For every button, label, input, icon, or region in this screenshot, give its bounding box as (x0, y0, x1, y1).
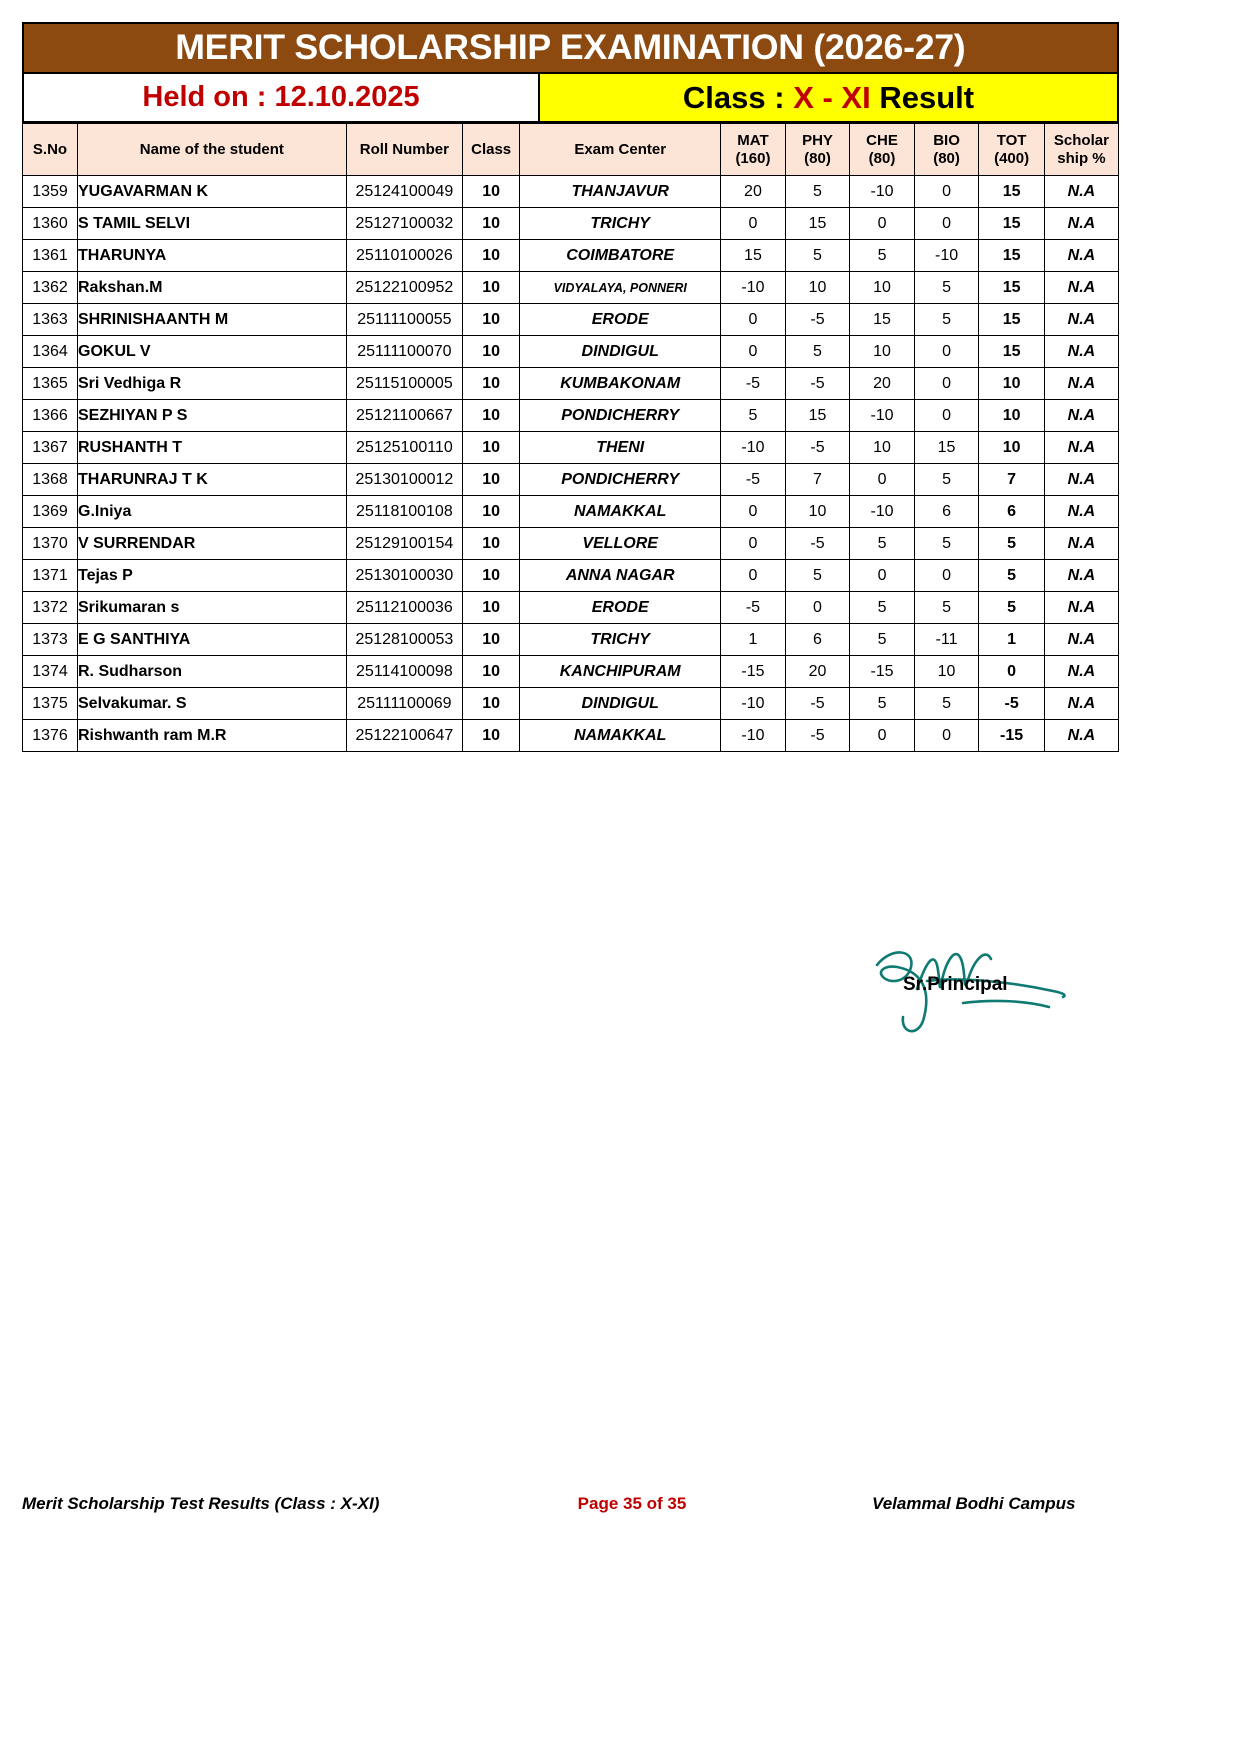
cell-roll-number: 25125100110 (346, 432, 462, 464)
col-header-center (520, 124, 721, 176)
cell-bio-score: 5 (914, 304, 979, 336)
cell-bio-score: 5 (914, 592, 979, 624)
col-header-bio-max: (80) (933, 149, 960, 167)
table-row (23, 208, 1119, 240)
cell-exam-center: KUMBAKONAM (520, 368, 721, 400)
cell-roll-number: 25111100069 (346, 688, 462, 720)
col-header-phy-label: PHY (802, 131, 833, 149)
cell-class: 10 (463, 400, 520, 432)
cell-scholarship-percent: N.A (1044, 176, 1118, 208)
cell-total-score: 5 (979, 560, 1045, 592)
cell-student-name: THARUNRAJ T K (78, 464, 347, 496)
cell-che-score: 20 (850, 368, 915, 400)
col-header-scholarship (1044, 124, 1118, 176)
signature-label: Sr.Principal (903, 974, 1008, 995)
cell-che-score: 0 (850, 208, 915, 240)
cell-mat-score: -10 (721, 688, 786, 720)
cell-phy-score: 5 (785, 336, 850, 368)
cell-mat-score: 15 (721, 240, 786, 272)
cell-sno: 1375 (23, 688, 78, 720)
cell-mat-score: -15 (721, 656, 786, 688)
class-suffix: Result (870, 79, 975, 115)
table-row (23, 464, 1119, 496)
cell-mat-score: 5 (721, 400, 786, 432)
cell-phy-score: 7 (785, 464, 850, 496)
col-header-name-label: Name of the student (139, 140, 284, 158)
cell-total-score: 15 (979, 336, 1045, 368)
cell-class: 10 (463, 432, 520, 464)
cell-bio-score: 0 (914, 176, 979, 208)
cell-sno: 1360 (23, 208, 78, 240)
cell-total-score: 15 (979, 240, 1045, 272)
cell-scholarship-percent: N.A (1044, 208, 1118, 240)
cell-sno: 1368 (23, 464, 78, 496)
table-row (23, 240, 1119, 272)
class-result-text (683, 80, 974, 116)
cell-student-name: Rishwanth ram M.R (78, 720, 347, 752)
cell-exam-center: ERODE (520, 304, 721, 336)
cell-phy-score: 0 (785, 592, 850, 624)
cell-scholarship-percent: N.A (1044, 720, 1118, 752)
col-header-bio-label: BIO (933, 131, 960, 149)
cell-roll-number: 25124100049 (346, 176, 462, 208)
table-row (23, 304, 1119, 336)
cell-class: 10 (463, 560, 520, 592)
cell-class: 10 (463, 176, 520, 208)
col-header-roll-label: Roll Number (359, 140, 449, 158)
cell-roll-number: 25128100053 (346, 624, 462, 656)
cell-scholarship-percent: N.A (1044, 496, 1118, 528)
col-header-mat-label: MAT (737, 131, 769, 149)
cell-exam-center: DINDIGUL (520, 688, 721, 720)
cell-phy-score: -5 (785, 304, 850, 336)
cell-student-name: G.Iniya (78, 496, 347, 528)
cell-phy-score: 20 (785, 656, 850, 688)
cell-student-name: GOKUL V (78, 336, 347, 368)
page-footer (22, 1494, 1241, 1514)
table-row (23, 432, 1119, 464)
cell-che-score: 0 (850, 464, 915, 496)
cell-class: 10 (463, 688, 520, 720)
table-row (23, 400, 1119, 432)
cell-sno: 1362 (23, 272, 78, 304)
cell-student-name: Sri Vedhiga R (78, 368, 347, 400)
cell-phy-score: -5 (785, 720, 850, 752)
col-header-phy (785, 124, 850, 176)
cell-student-name: Rakshan.M (78, 272, 347, 304)
held-on-text: Held on : 12.10.2025 (142, 81, 420, 113)
cell-total-score: 15 (979, 304, 1045, 336)
cell-mat-score: 0 (721, 496, 786, 528)
cell-bio-score: 5 (914, 528, 979, 560)
col-header-class-label: Class (471, 140, 512, 158)
table-row (23, 272, 1119, 304)
cell-exam-center: TRICHY (520, 208, 721, 240)
cell-che-score: 5 (850, 624, 915, 656)
cell-sno: 1359 (23, 176, 78, 208)
cell-mat-score: -10 (721, 272, 786, 304)
cell-bio-score: -10 (914, 240, 979, 272)
results-table (22, 123, 1119, 752)
cell-phy-score: -5 (785, 432, 850, 464)
class-highlight: X - XI (793, 79, 871, 115)
cell-class: 10 (463, 656, 520, 688)
cell-scholarship-percent: N.A (1044, 432, 1118, 464)
cell-scholarship-percent: N.A (1044, 464, 1118, 496)
table-row (23, 176, 1119, 208)
cell-sno: 1369 (23, 496, 78, 528)
cell-sno: 1372 (23, 592, 78, 624)
cell-roll-number: 25111100055 (346, 304, 462, 336)
cell-che-score: 5 (850, 240, 915, 272)
cell-mat-score: 0 (721, 528, 786, 560)
cell-bio-score: 0 (914, 400, 979, 432)
cell-mat-score: -5 (721, 464, 786, 496)
cell-sno: 1373 (23, 624, 78, 656)
col-header-center-label: Exam Center (574, 140, 667, 158)
cell-student-name: Tejas P (78, 560, 347, 592)
cell-roll-number: 25111100070 (346, 336, 462, 368)
cell-roll-number: 25121100667 (346, 400, 462, 432)
cell-roll-number: 25130100012 (346, 464, 462, 496)
cell-mat-score: 0 (721, 304, 786, 336)
table-row (23, 336, 1119, 368)
result-sheet (22, 22, 1119, 995)
cell-mat-score: 1 (721, 624, 786, 656)
footer-campus-name: Velammal Bodhi Campus (872, 1494, 1076, 1513)
cell-roll-number: 25122100647 (346, 720, 462, 752)
cell-phy-score: 15 (785, 208, 850, 240)
col-header-scholarship-sub: ship % (1057, 149, 1106, 167)
cell-scholarship-percent: N.A (1044, 656, 1118, 688)
cell-total-score: -15 (979, 720, 1045, 752)
page-title: MERIT SCHOLARSHIP EXAMINATION (2026-27) (175, 28, 966, 67)
cell-scholarship-percent: N.A (1044, 688, 1118, 720)
cell-exam-center: PONDICHERRY (520, 464, 721, 496)
cell-bio-score: -11 (914, 624, 979, 656)
table-row (23, 720, 1119, 752)
col-header-che-max: (80) (868, 149, 896, 167)
cell-che-score: 10 (850, 272, 915, 304)
cell-total-score: 10 (979, 368, 1045, 400)
cell-sno: 1376 (23, 720, 78, 752)
cell-mat-score: -5 (721, 368, 786, 400)
subheader-bar (22, 74, 1119, 123)
col-header-tot-label: TOT (996, 131, 1027, 149)
cell-exam-center: DINDIGUL (520, 336, 721, 368)
cell-exam-center: THANJAVUR (520, 176, 721, 208)
table-row (23, 560, 1119, 592)
table-row (23, 496, 1119, 528)
cell-class: 10 (463, 464, 520, 496)
cell-bio-score: 0 (914, 560, 979, 592)
cell-sno: 1364 (23, 336, 78, 368)
cell-phy-score: 10 (785, 272, 850, 304)
cell-total-score: 10 (979, 432, 1045, 464)
class-result-cell (540, 74, 1117, 121)
cell-mat-score: 20 (721, 176, 786, 208)
cell-sno: 1370 (23, 528, 78, 560)
table-row (23, 688, 1119, 720)
exam-title-banner (22, 22, 1119, 74)
col-header-tot (979, 124, 1045, 176)
cell-sno: 1371 (23, 560, 78, 592)
footer-page-number: Page 35 of 35 (577, 1494, 687, 1513)
cell-phy-score: 5 (785, 240, 850, 272)
cell-scholarship-percent: N.A (1044, 368, 1118, 400)
cell-bio-score: 6 (914, 496, 979, 528)
cell-mat-score: 0 (721, 336, 786, 368)
cell-sno: 1361 (23, 240, 78, 272)
col-header-scholarship-label: Scholar (1053, 131, 1109, 149)
cell-exam-center: COIMBATORE (520, 240, 721, 272)
class-prefix: Class : (682, 79, 794, 115)
col-header-tot-max: (400) (994, 149, 1030, 167)
col-header-sno (23, 124, 78, 176)
cell-exam-center: ANNA NAGAR (520, 560, 721, 592)
cell-che-score: 5 (850, 528, 915, 560)
cell-student-name: Selvakumar. S (78, 688, 347, 720)
cell-scholarship-percent: N.A (1044, 592, 1118, 624)
cell-che-score: 5 (850, 688, 915, 720)
cell-bio-score: 5 (914, 688, 979, 720)
cell-scholarship-percent: N.A (1044, 336, 1118, 368)
cell-total-score: 0 (979, 656, 1045, 688)
cell-student-name: SHRINISHAANTH M (78, 304, 347, 336)
cell-bio-score: 5 (914, 272, 979, 304)
cell-bio-score: 5 (914, 464, 979, 496)
table-header-row (23, 124, 1119, 176)
cell-roll-number: 25114100098 (346, 656, 462, 688)
table-row (23, 624, 1119, 656)
cell-roll-number: 25127100032 (346, 208, 462, 240)
cell-roll-number: 25110100026 (346, 240, 462, 272)
cell-phy-score: 6 (785, 624, 850, 656)
cell-total-score: 15 (979, 272, 1045, 304)
table-row (23, 528, 1119, 560)
cell-roll-number: 25129100154 (346, 528, 462, 560)
cell-scholarship-percent: N.A (1044, 304, 1118, 336)
cell-phy-score: 10 (785, 496, 850, 528)
cell-student-name: Srikumaran s (78, 592, 347, 624)
cell-bio-score: 0 (914, 336, 979, 368)
cell-bio-score: 0 (914, 368, 979, 400)
cell-class: 10 (463, 272, 520, 304)
cell-phy-score: 5 (785, 176, 850, 208)
cell-phy-score: 5 (785, 560, 850, 592)
footer-left-text: Merit Scholarship Test Results (Class : X-XI) (22, 1494, 380, 1513)
cell-class: 10 (463, 528, 520, 560)
cell-class: 10 (463, 368, 520, 400)
cell-student-name: V SURRENDAR (78, 528, 347, 560)
cell-scholarship-percent: N.A (1044, 560, 1118, 592)
col-header-phy-max: (80) (804, 149, 831, 167)
cell-student-name: R. Sudharson (78, 656, 347, 688)
cell-che-score: -10 (850, 496, 915, 528)
cell-class: 10 (463, 624, 520, 656)
cell-class: 10 (463, 496, 520, 528)
cell-roll-number: 25118100108 (346, 496, 462, 528)
cell-mat-score: -10 (721, 720, 786, 752)
cell-scholarship-percent: N.A (1044, 624, 1118, 656)
cell-exam-center: KANCHIPURAM (520, 656, 721, 688)
col-header-che (850, 124, 915, 176)
cell-mat-score: 0 (721, 208, 786, 240)
cell-bio-score: 15 (914, 432, 979, 464)
cell-che-score: 10 (850, 336, 915, 368)
cell-phy-score: -5 (785, 528, 850, 560)
cell-che-score: 0 (850, 560, 915, 592)
cell-class: 10 (463, 720, 520, 752)
cell-sno: 1367 (23, 432, 78, 464)
cell-mat-score: 0 (721, 560, 786, 592)
cell-phy-score: -5 (785, 688, 850, 720)
cell-student-name: THARUNYA (78, 240, 347, 272)
col-header-sno-label: S.No (32, 140, 68, 158)
cell-exam-center: THENI (520, 432, 721, 464)
cell-total-score: 15 (979, 208, 1045, 240)
cell-phy-score: -5 (785, 368, 850, 400)
cell-student-name: S TAMIL SELVI (78, 208, 347, 240)
col-header-mat (721, 124, 786, 176)
col-header-class (463, 124, 520, 176)
table-header (23, 124, 1119, 176)
cell-student-name: YUGAVARMAN K (78, 176, 347, 208)
cell-student-name: E G SANTHIYA (78, 624, 347, 656)
cell-exam-center: NAMAKKAL (520, 496, 721, 528)
col-header-che-label: CHE (866, 131, 898, 149)
cell-class: 10 (463, 208, 520, 240)
cell-bio-score: 0 (914, 208, 979, 240)
col-header-mat-max: (160) (735, 149, 771, 167)
cell-bio-score: 0 (914, 720, 979, 752)
cell-total-score: -5 (979, 688, 1045, 720)
cell-class: 10 (463, 304, 520, 336)
table-row (23, 368, 1119, 400)
col-header-name (78, 124, 347, 176)
cell-scholarship-percent: N.A (1044, 400, 1118, 432)
cell-total-score: 10 (979, 400, 1045, 432)
table-body (23, 176, 1119, 752)
cell-class: 10 (463, 592, 520, 624)
cell-exam-center: NAMAKKAL (520, 720, 721, 752)
cell-bio-score: 10 (914, 656, 979, 688)
cell-che-score: -10 (850, 176, 915, 208)
signature-block (867, 937, 1097, 1047)
cell-sno: 1365 (23, 368, 78, 400)
cell-scholarship-percent: N.A (1044, 240, 1118, 272)
cell-che-score: 15 (850, 304, 915, 336)
cell-total-score: 7 (979, 464, 1045, 496)
cell-roll-number: 25130100030 (346, 560, 462, 592)
col-header-bio (914, 124, 979, 176)
cell-total-score: 5 (979, 592, 1045, 624)
cell-exam-center: ERODE (520, 592, 721, 624)
cell-student-name: SEZHIYAN P S (78, 400, 347, 432)
cell-total-score: 15 (979, 176, 1045, 208)
cell-mat-score: -5 (721, 592, 786, 624)
table-row (23, 592, 1119, 624)
cell-exam-center: PONDICHERRY (520, 400, 721, 432)
cell-che-score: 5 (850, 592, 915, 624)
cell-class: 10 (463, 240, 520, 272)
cell-che-score: -10 (850, 400, 915, 432)
cell-class: 10 (463, 336, 520, 368)
cell-student-name: RUSHANTH T (78, 432, 347, 464)
cell-sno: 1366 (23, 400, 78, 432)
cell-che-score: 10 (850, 432, 915, 464)
cell-scholarship-percent: N.A (1044, 528, 1118, 560)
cell-exam-center: VELLORE (520, 528, 721, 560)
cell-total-score: 1 (979, 624, 1045, 656)
cell-che-score: 0 (850, 720, 915, 752)
cell-che-score: -15 (850, 656, 915, 688)
held-on-cell (24, 74, 540, 121)
cell-phy-score: 15 (785, 400, 850, 432)
cell-mat-score: -10 (721, 432, 786, 464)
cell-roll-number: 25112100036 (346, 592, 462, 624)
cell-total-score: 6 (979, 496, 1045, 528)
cell-roll-number: 25115100005 (346, 368, 462, 400)
cell-exam-center: TRICHY (520, 624, 721, 656)
cell-sno: 1374 (23, 656, 78, 688)
cell-total-score: 5 (979, 528, 1045, 560)
table-row (23, 656, 1119, 688)
cell-sno: 1363 (23, 304, 78, 336)
cell-scholarship-percent: N.A (1044, 272, 1118, 304)
cell-exam-center: VIDYALAYA, PONNERI (520, 272, 721, 304)
cell-roll-number: 25122100952 (346, 272, 462, 304)
col-header-roll (346, 124, 462, 176)
